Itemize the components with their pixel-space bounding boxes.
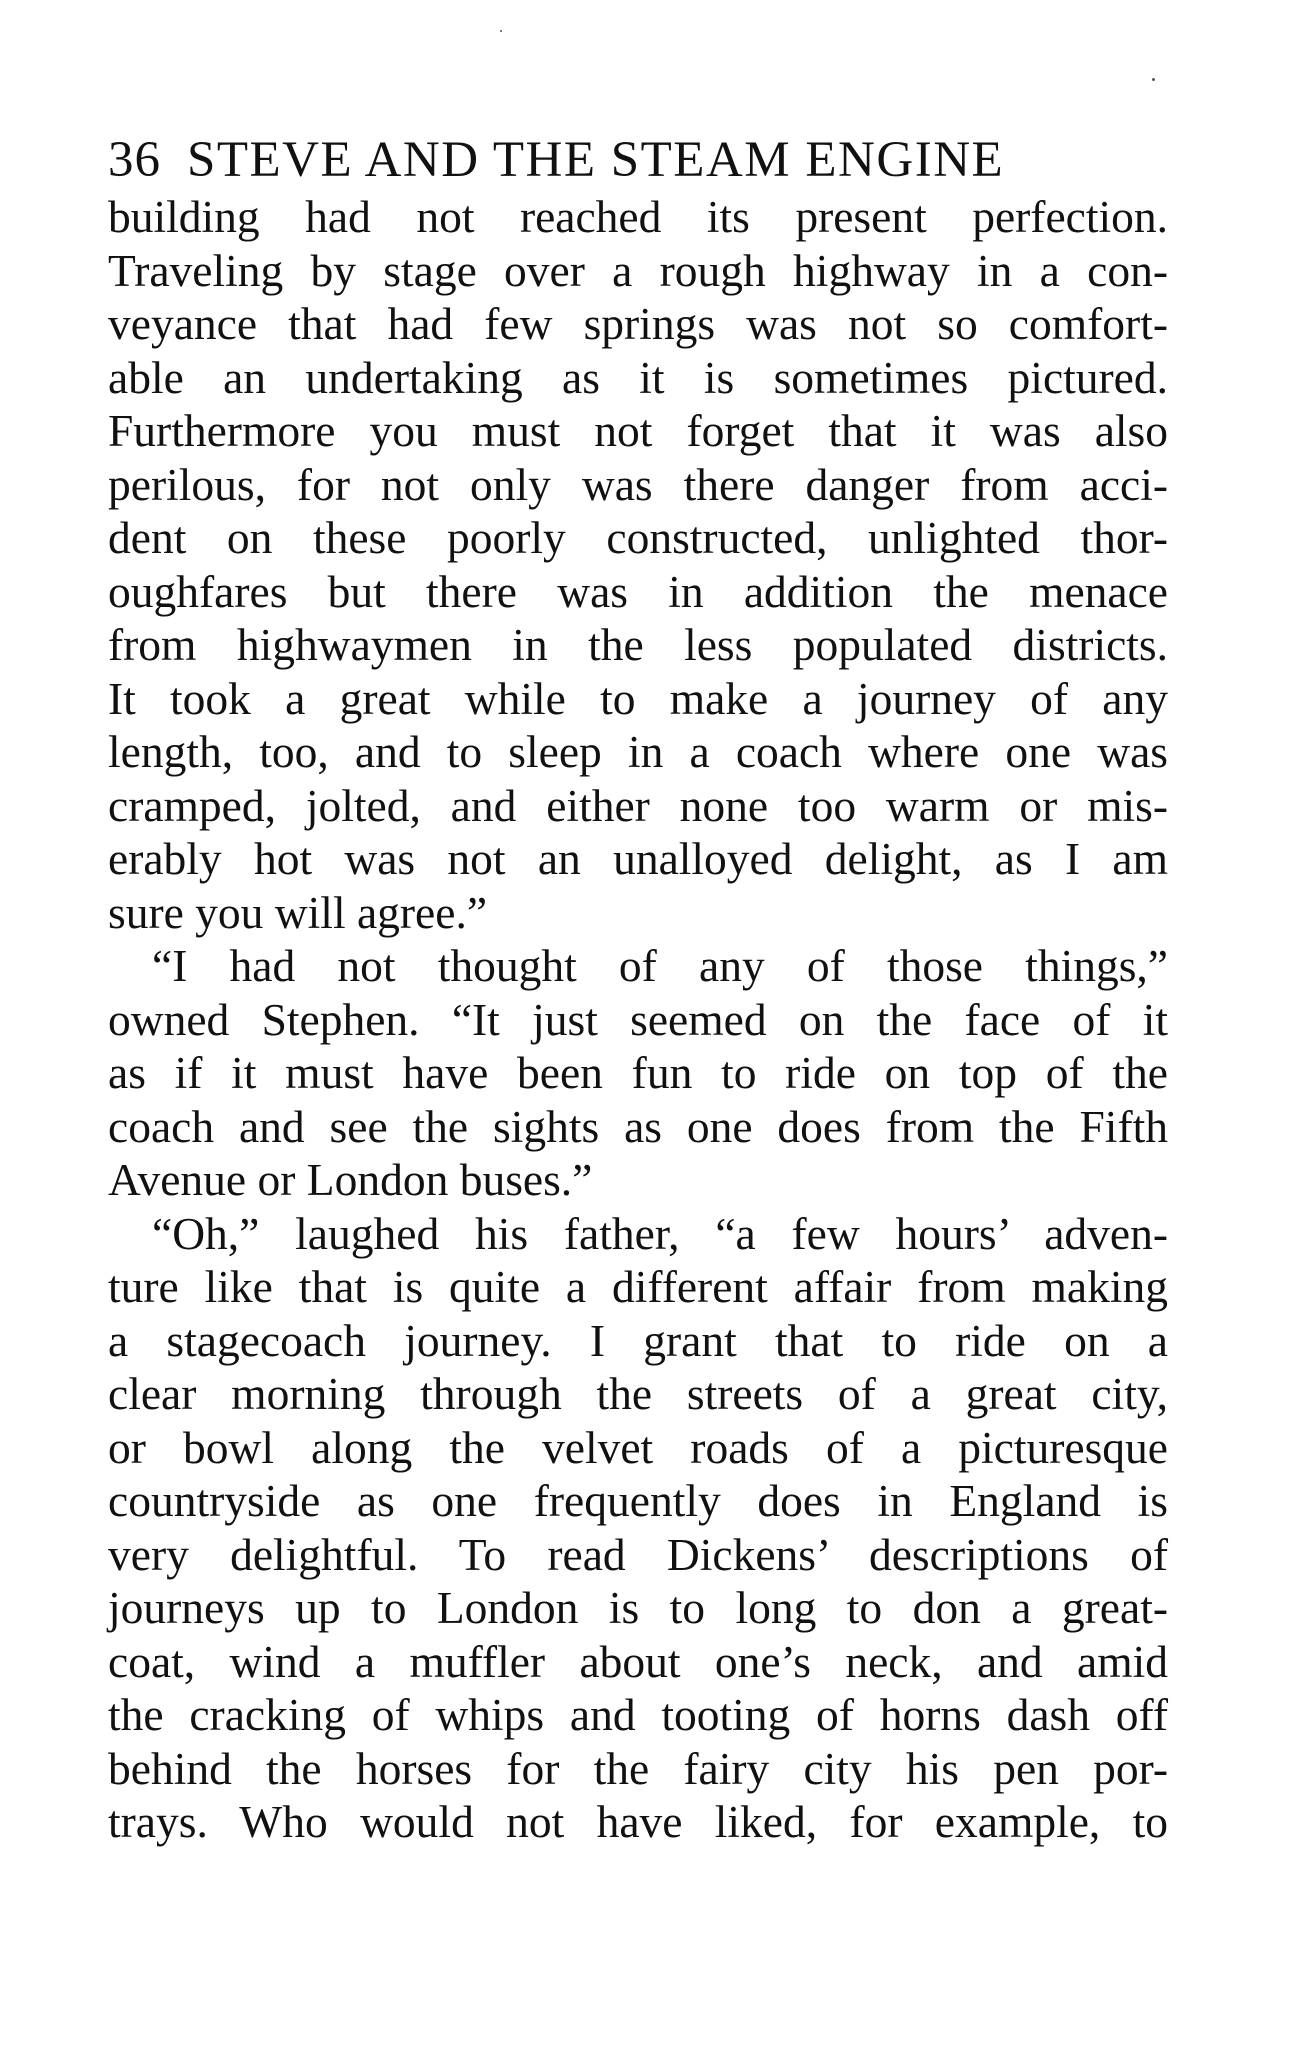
scan-speck xyxy=(500,30,502,32)
text-line: owned Stephen. “It just seemed on the face of it xyxy=(108,993,1168,1045)
text-line: Traveling by stage over a rough highway in a con- xyxy=(108,244,1168,296)
text-line: able an undertaking as it is sometimes pictured. xyxy=(108,351,1168,403)
text-line: journeys up to London is to long to don a great- xyxy=(108,1582,1168,1633)
text-line: very delightful. To read Dickens’ descriptions of xyxy=(108,1528,1168,1580)
body-text xyxy=(108,190,1168,1849)
text-line: veyance that had few springs was not so comfort- xyxy=(108,298,1168,349)
text-line: a stagecoach journey. I grant that to ride on a xyxy=(108,1314,1168,1366)
text-line: It took a great while to make a journey of any xyxy=(108,672,1168,724)
text-line: from highwaymen in the less populated districts. xyxy=(108,619,1168,670)
text-line: Furthermore you must not forget that it was also xyxy=(108,405,1168,456)
text-line: “I had not thought of any of those things,” xyxy=(152,940,1168,991)
text-line: “Oh,” laughed his father, “a few hours’ adven- xyxy=(152,1207,1168,1259)
text-line: coat, wind a muffler about one’s neck, and amid xyxy=(108,1635,1168,1687)
text-line: ture like that is quite a different affair from making xyxy=(108,1261,1168,1312)
text-line: erably hot was not an unalloyed delight, as I am xyxy=(108,833,1168,884)
text-line: dent on these poorly constructed, unlighted thor- xyxy=(108,512,1168,563)
text-line: clear morning through the streets of a great city, xyxy=(108,1368,1168,1419)
text-line: building had not reached its present perfection. xyxy=(108,191,1168,242)
text-line: coach and see the sights as one does from the Fifth xyxy=(108,1100,1168,1152)
text-line: the cracking of whips and tooting of horns dash off xyxy=(108,1689,1168,1740)
text-line: or bowl along the velvet roads of a picturesque xyxy=(108,1421,1168,1473)
running-title: STEVE AND THE STEAM ENGINE xyxy=(187,132,1005,188)
scan-speck xyxy=(1152,78,1155,81)
text-line: cramped, jolted, and either none too warm or mis- xyxy=(108,779,1168,831)
page-number: 36 xyxy=(108,132,161,188)
running-head xyxy=(108,130,1168,190)
text-line: oughfares but there was in addition the menace xyxy=(108,565,1168,617)
book-page xyxy=(108,130,1168,1849)
text-line: trays. Who would not have liked, for example, to xyxy=(108,1796,1168,1847)
text-line: perilous, for not only was there danger from acci- xyxy=(108,458,1168,510)
text-line: Avenue or London buses.” xyxy=(108,1154,593,1205)
text-line: as if it must have been fun to ride on top of the xyxy=(108,1047,1168,1098)
text-line: countryside as one frequently does in England is xyxy=(108,1475,1168,1526)
text-line: length, too, and to sleep in a coach where one was xyxy=(108,726,1168,777)
text-line: behind the horses for the fairy city his pen por- xyxy=(108,1742,1168,1794)
text-line: sure you will agree.” xyxy=(108,886,488,938)
